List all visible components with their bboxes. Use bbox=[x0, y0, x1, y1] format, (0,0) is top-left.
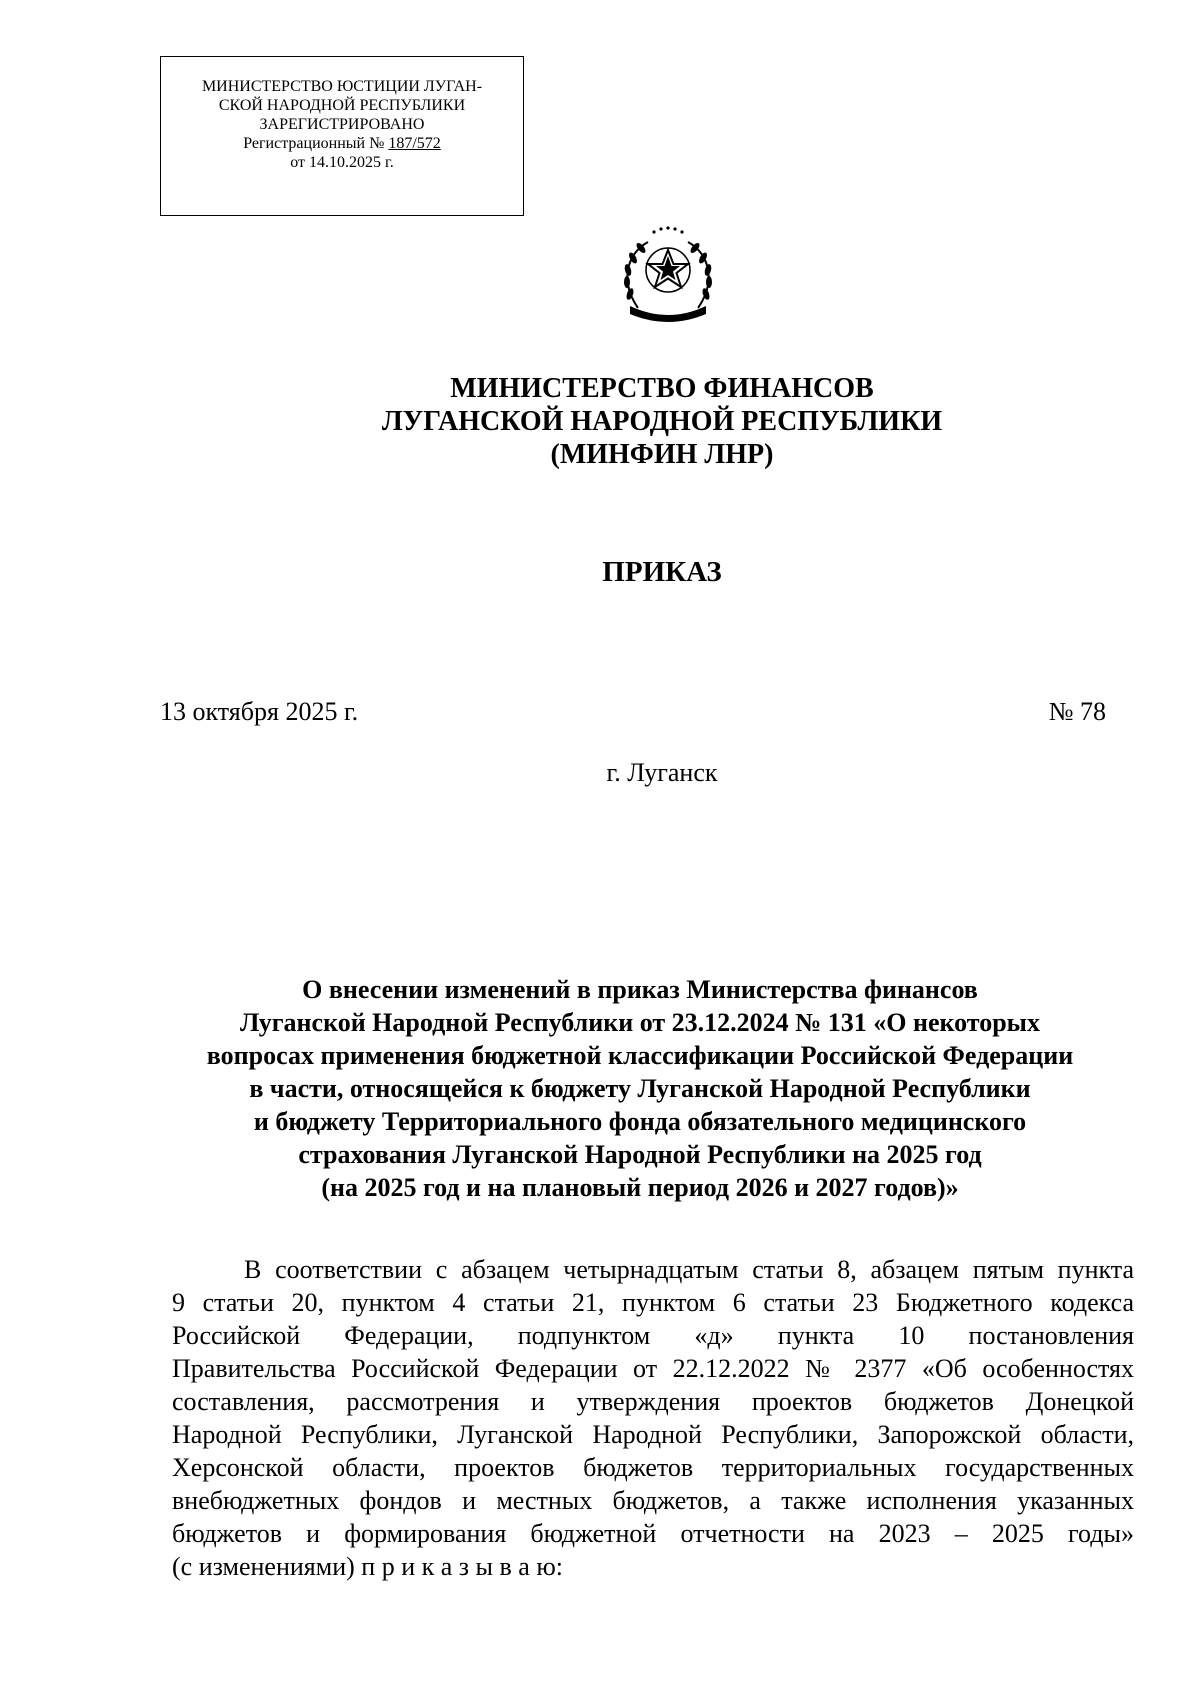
stamp-date: от 14.10.2025 г. bbox=[290, 154, 394, 171]
document-title bbox=[160, 973, 1120, 1204]
ministry-line-3: (МИНФИН ЛНР) bbox=[550, 439, 774, 470]
preamble-line: составления, рассмотрения и утверждения проектов бюджетов Донецкой bbox=[172, 1387, 1134, 1416]
ministry-name bbox=[0, 372, 1200, 471]
title-line: в части, относящейся к бюджету Луганской Народной Республики bbox=[249, 1074, 1031, 1103]
stamp-registration-row bbox=[169, 134, 515, 153]
title-line: (на 2025 год и на плановый период 2026 и 2027 годов)» bbox=[321, 1173, 959, 1202]
preamble-line: внебюджетных фондов и местных бюджетов, а также исполнения указанных bbox=[172, 1486, 1134, 1515]
stamp-reg-number: 187/572 bbox=[388, 135, 441, 152]
coat-of-arms-icon bbox=[608, 220, 728, 330]
preamble-line: бюджетов и формирования бюджетной отчетности на 2023 – 2025 годы» bbox=[172, 1519, 1134, 1548]
stamp-line-1: МИНИСТЕРСТВО ЮСТИЦИИ ЛУГАН- bbox=[201, 78, 483, 95]
ministry-line-1: МИНИСТЕРСТВО ФИНАНСОВ bbox=[450, 373, 874, 404]
preamble-paragraph bbox=[172, 1253, 1134, 1583]
title-line: О внесении изменений в приказ Министерства финансов bbox=[302, 975, 978, 1004]
registration-stamp bbox=[160, 56, 524, 216]
title-line: вопросах применения бюджетной классификации Российской Федерации bbox=[206, 1041, 1074, 1070]
document-date: 13 октября 2025 г. bbox=[160, 697, 359, 726]
preamble-line: Правительства Российской Федерации от 22.12.2022 № 2377 «Об особенностях bbox=[172, 1354, 1134, 1383]
stamp-line-3: ЗАРЕГИСТРИРОВАНО bbox=[259, 116, 425, 133]
title-line: и бюджету Территориального фонда обязательного медицинского bbox=[253, 1107, 1027, 1136]
document-type: ПРИКАЗ bbox=[602, 556, 722, 588]
title-line: страхования Луганской Народной Республики на 2025 год bbox=[298, 1140, 982, 1169]
document-number: № 78 bbox=[1048, 697, 1106, 726]
ministry-line-2: ЛУГАНСКОЙ НАРОДНОЙ РЕСПУБЛИКИ bbox=[381, 406, 943, 437]
preamble-line: Народной Республики, Луганской Народной Республики, Запорожской области, bbox=[172, 1420, 1134, 1449]
title-line: Луганской Народной Республики от 23.12.2024 № 131 «О некоторых bbox=[240, 1008, 1040, 1037]
preamble-line: 9 статьи 20, пунктом 4 статьи 21, пунктом 6 статьи 23 Бюджетного кодекса bbox=[172, 1288, 1134, 1317]
preamble-line: Херсонской области, проектов бюджетов территориальных государственных bbox=[172, 1453, 1134, 1482]
preamble-line: В соответствии с абзацем четырнадцатым статьи 8, абзацем пятым пункта bbox=[244, 1255, 1134, 1284]
document-city: г. Луганск bbox=[606, 758, 718, 787]
preamble-line: Российской Федерации, подпунктом «д» пункта 10 постановления bbox=[172, 1321, 1134, 1350]
stamp-reg-label: Регистрационный № bbox=[243, 135, 385, 152]
stamp-line-2: СКОЙ НАРОДНОЙ РЕСПУБЛИКИ bbox=[218, 97, 466, 114]
preamble-line: (с изменениями) п р и к а з ы в а ю: bbox=[172, 1552, 563, 1581]
